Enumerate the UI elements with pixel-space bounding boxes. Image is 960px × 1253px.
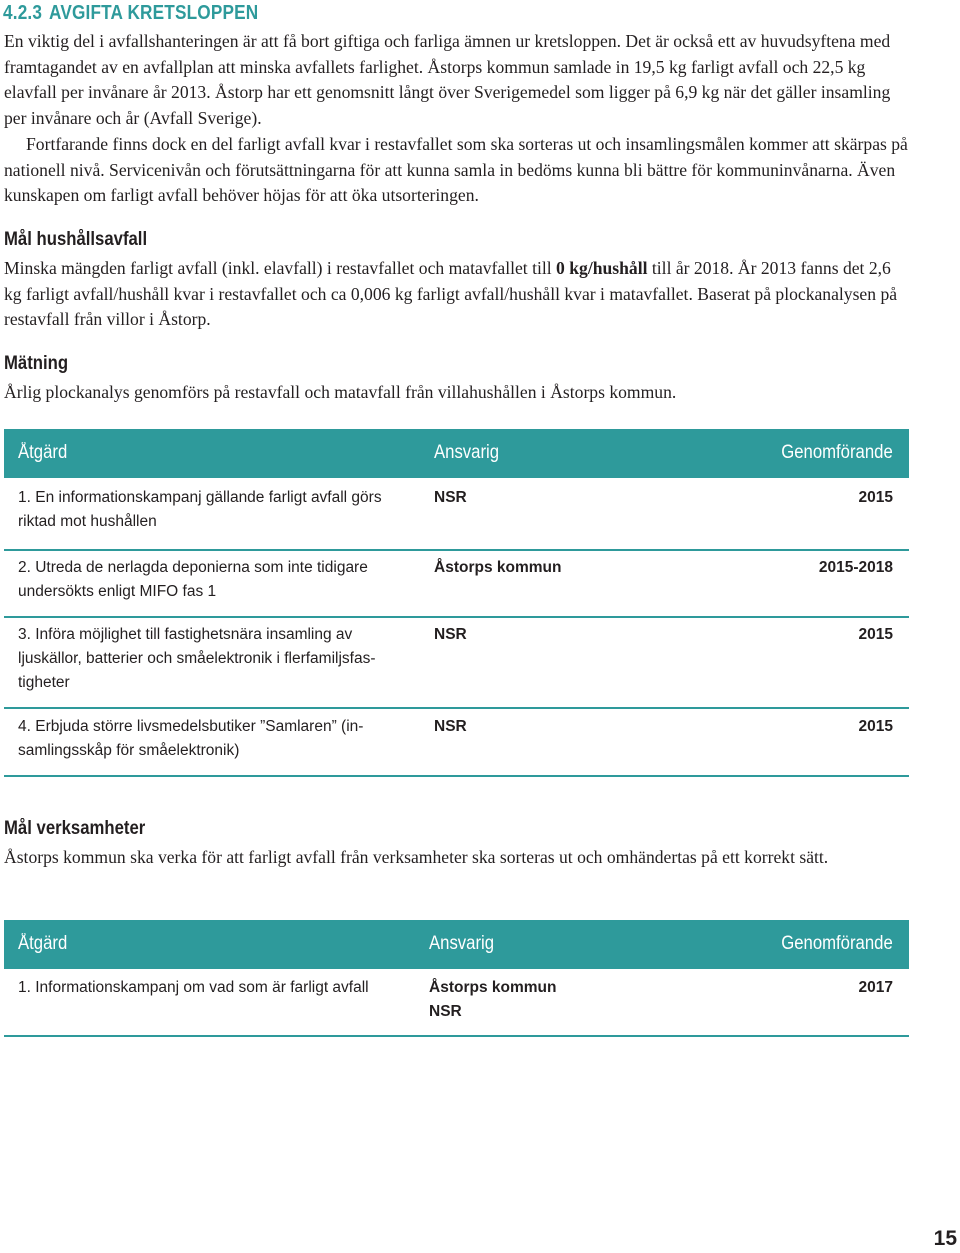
section-name: AVGIFTA KRETSLOPPEN: [48, 2, 259, 24]
row-period: 2017: [858, 979, 893, 996]
row-responsible: NSR: [434, 626, 467, 643]
header-period: Genomförande: [781, 442, 893, 463]
row-action: 4. Erbjuda större livsmedelsbutiker ”Samlaren” (in-samlingsskåp för småelektronik): [18, 718, 364, 759]
row-action: 1. Informationskampanj om vad som är farligt avfall: [18, 979, 369, 996]
row-responsible-2: NSR: [429, 1003, 462, 1020]
row-action: 3. Införa möjlighet till fastighetsnära insamling av ljuskällor, batterier och småelektronik i flerfamiljsfas-tigheter: [18, 626, 376, 691]
table-row: [4, 551, 909, 618]
header-action: Åtgärd: [18, 442, 68, 463]
row-period: 2015: [858, 489, 893, 506]
actions-table-business: [4, 920, 909, 1037]
goal-business-text: Åstorps kommun ska verka för att farligt avfall från verksamheter ska sorteras ut och omhändertas på ett korrekt sätt.: [4, 847, 829, 867]
measurement-text: Årlig plockanalys genomförs på restavfall och matavfall från villahushållen i Åstorps kommun.: [4, 382, 677, 402]
goal-business-heading: Mål verksamheter: [4, 818, 146, 839]
intro-paragraph-2: Fortfarande finns dock en del farligt avfall kvar i restavfallet som ska sorteras ut och insamlingsmålen kommer att skärpas på nationell nivå. Servicenivån och förutsättningarna för att kunna samla in bedöms kunna bli bättre för kommuninvånarna. Även kunskapen om farligt avfall behöver höjas för att öka utsorteringen.: [4, 134, 908, 206]
row-responsible: Åstorps kommun: [434, 559, 562, 576]
row-action: 2. Utreda de nerlagda deponierna som inte tidigare undersökts enligt MIFO fas 1: [18, 559, 368, 600]
section-title: [3, 2, 258, 25]
row-period: 2015: [858, 626, 893, 643]
measurement-heading: Mätning: [4, 353, 69, 374]
header-action: Åtgärd: [18, 933, 68, 954]
table-row: [4, 709, 909, 777]
header-responsible: Ansvarig: [429, 933, 495, 954]
intro-paragraph-1: En viktig del i avfallshanteringen är att få bort giftiga och farliga ämnen ur kretsloppen. Det är också ett av huvudsyftena med framtagandet av en avfallplan att minska avfallets farlighet. Åstorps kommun samlade in 19,5 kg farligt avfall och 22,5 kg elavfall per invånare år 2013. Åstorp har ett genomsnitt långt över Sverigemedel som ligger på 6,9 kg när det gäller insamling per invånare och år (Avfall Sverige).: [4, 31, 891, 128]
goal-households-text: [4, 256, 912, 333]
goal-households-target: 0 kg/hushåll: [556, 258, 648, 278]
goal-households-text-after: till år 2018. År 2013 fanns det 2,6 kg farligt avfall/hushåll kvar i restavfallet och ca 0,006 kg farligt avfall/hushåll kvar i matavfallet. Baserat på plockanalysen på restavfall från villor i Åstorp.: [4, 258, 898, 330]
header-period: Genomförande: [781, 933, 893, 954]
actions-table-households: [4, 429, 909, 777]
row-period: 2015: [858, 718, 893, 735]
row-period: 2015-2018: [818, 559, 893, 576]
table-header: [4, 920, 909, 969]
table-row: [4, 969, 909, 1037]
row-responsible: NSR: [434, 489, 467, 506]
goal-households-heading: Mål hushållsavfall: [4, 229, 148, 250]
page-number: 15: [933, 1227, 957, 1250]
table-row: [4, 618, 909, 709]
row-action: 1. En informationskampanj gällande farligt avfall görs riktad mot hushållen: [18, 489, 382, 530]
table-header: [4, 429, 909, 478]
row-responsible-1: Åstorps kommun: [429, 979, 557, 996]
table-row: [4, 478, 909, 551]
section-number: 4.2.3: [3, 2, 43, 24]
goal-households-text-before: Minska mängden farligt avfall (inkl. elavfall) i restavfallet och matavfallet till: [4, 258, 557, 278]
row-responsible: [429, 976, 556, 1024]
header-responsible: Ansvarig: [434, 442, 500, 463]
row-responsible: NSR: [434, 718, 467, 735]
